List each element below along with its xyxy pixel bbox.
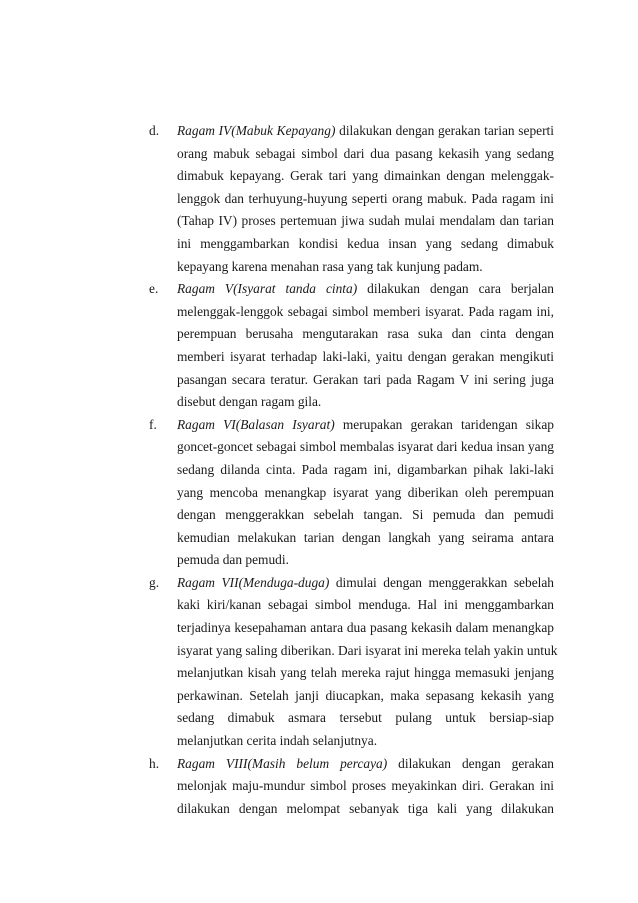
text-line <box>177 278 554 301</box>
text-line: dimabuk kepayang. Gerak tari yang dimainkan dengan melenggak- <box>177 168 554 184</box>
list-marker: g. <box>149 574 160 590</box>
line-text: dilakukan dengan gerakan tarian seperti <box>335 123 554 138</box>
text-line: pasangan secara teratur. Gerakan tari pada Ragam V ini sering juga <box>177 371 554 387</box>
line-text: merupakan gerakan taridengan sikap <box>334 416 554 432</box>
text-line: lenggok dan terhuyung-huyung seperti orang mabuk. Pada ragam ini <box>177 190 554 206</box>
text-line: yang mencoba menangkap isyarat yang diberikan oleh perempuan <box>177 484 554 500</box>
text-line: perempuan berusaha mengutarakan rasa suka dan cinta dengan <box>177 326 554 342</box>
text-line: sedang dimabuk asmara tersebut pulang untuk bersiap-siap <box>177 710 554 726</box>
list-item <box>149 414 554 572</box>
list-item-body <box>177 753 554 821</box>
text-line: melenggak-lenggok sebagai simbol memberi isyarat. Pada ragam ini, <box>177 303 554 319</box>
list-item-body <box>177 120 554 278</box>
text-line: ini menggambarkan kondisi kedua insan yang sedang dimabuk <box>177 235 554 251</box>
text-line: memberi isyarat terhadap laki-laki, yaitu dengan gerakan mengikuti <box>177 348 554 364</box>
ragam-list <box>149 120 558 820</box>
list-item <box>149 753 554 821</box>
list-item <box>149 278 554 414</box>
list-item-body <box>177 414 554 572</box>
text-line: kepayang karena menahan rasa yang tak kunjung padam. <box>177 258 483 274</box>
text-line <box>177 414 554 437</box>
text-line: (Tahap IV) proses pertemuan jiwa sudah mulai mendalam dan tarian <box>177 213 554 229</box>
list-marker: h. <box>149 755 160 771</box>
line-text: dilakukan dengan gerakan <box>387 755 554 771</box>
text-line: kaki kiri/kanan sebagai simbol menduga. Hal ini menggambarkan <box>177 597 554 613</box>
text-line: isyarat yang saling diberikan. Dari isyarat ini mereka telah yakin untuk <box>177 642 558 658</box>
list-item-body <box>177 572 558 753</box>
text-line: pemuda dan pemudi. <box>177 552 289 568</box>
text-line: melanjutkan kisah yang telah mereka rajut hingga memasuki jenjang <box>177 665 554 681</box>
text-line: perkawinan. Setelah janji diucapkan, maka sepasang kekasih yang <box>177 687 554 703</box>
ragam-term: Ragam IV(Mabuk Kepayang) <box>177 123 336 138</box>
text-line: kemudian melakukan tarian dengan langkah yang seirama antara <box>177 529 554 545</box>
list-marker: f. <box>149 416 157 432</box>
text-line: disebut dengan ragam gila. <box>177 394 322 410</box>
text-line <box>177 572 554 595</box>
list-item-body <box>177 278 554 414</box>
text-line: goncet-goncet sebagai simbol membalas isyarat dari kedua insan yang <box>177 439 554 455</box>
list-marker: e. <box>149 281 159 297</box>
ragam-term: Ragam VII(Menduga-duga) <box>177 574 330 590</box>
text-line: dilakukan dengan melompat sebanyak tiga kali yang dilakukan <box>177 800 554 816</box>
list-item <box>149 120 554 278</box>
text-line: sedang dilanda cinta. Pada ragam ini, digambarkan pihak laki-laki <box>177 461 554 477</box>
ragam-term: Ragam VIII(Masih belum percaya) <box>177 755 388 771</box>
text-line: orang mabuk sebagai simbol dari dua pasang kekasih yang sedang <box>177 145 554 161</box>
text-line: melanjutkan cerita indah selanjutnya. <box>177 733 378 749</box>
list-item <box>149 572 558 753</box>
line-text: dilakukan dengan cara berjalan <box>357 281 554 297</box>
ragam-term: Ragam V(Isyarat tanda cinta) <box>177 281 358 297</box>
ragam-term: Ragam VI(Balasan Isyarat) <box>177 416 335 432</box>
text-line <box>177 120 554 143</box>
text-line: melonjak maju-mundur simbol proses meyakinkan diri. Gerakan ini <box>177 778 554 794</box>
list-marker: d. <box>149 123 160 138</box>
line-text: dimulai dengan menggerakkan sebelah <box>329 574 554 590</box>
text-line: terjadinya kesepahaman antara dua pasang kekasih dalam menangkap <box>177 620 554 636</box>
text-line: dengan menggerakkan sebelah tangan. Si pemuda dan pemudi <box>177 507 554 523</box>
text-line <box>177 753 554 776</box>
